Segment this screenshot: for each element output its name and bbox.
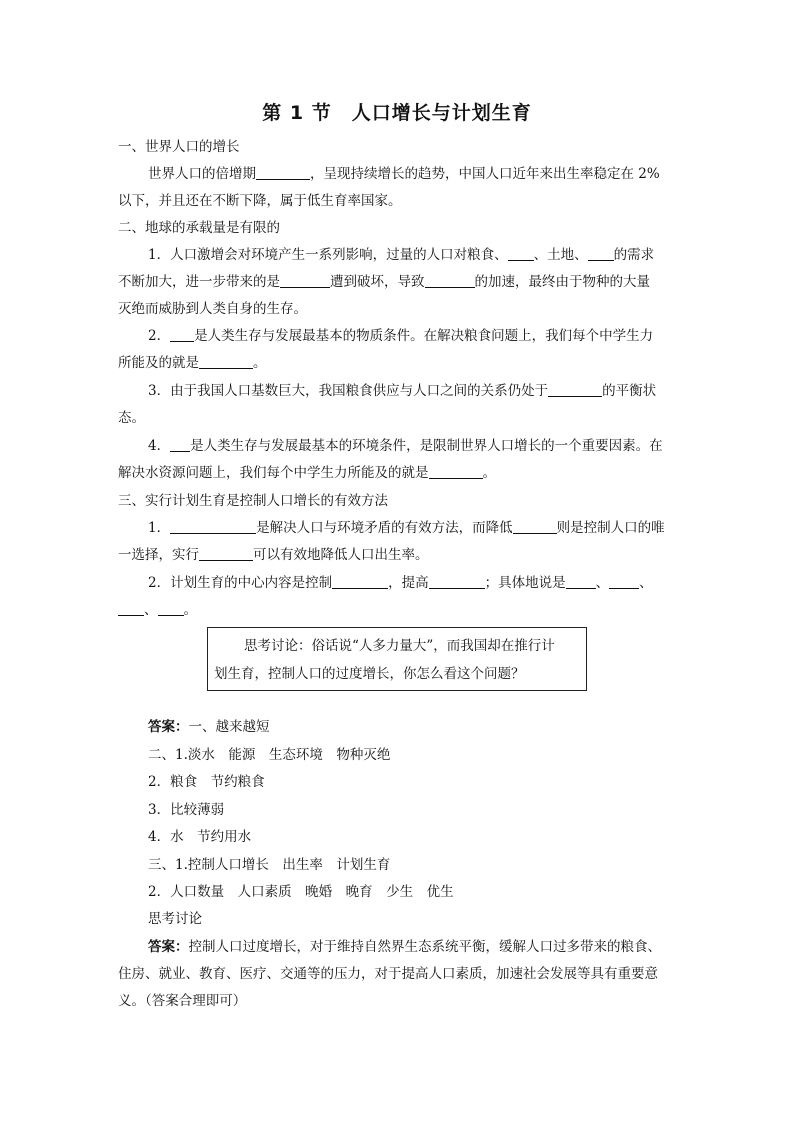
text-segment: 是人类生存与发展最基本的环境条件，是限制世界人口增长的一个重要因素。在 [190, 438, 663, 454]
fill-blank [199, 354, 253, 369]
discussion-line: 划生育，控制人口的过度增长，你怎么看这个问题？ [214, 666, 525, 682]
answer-line: 二、1.淡水 能源 生态环境 物种灭绝 [148, 747, 391, 763]
text-segment: 、 [595, 575, 610, 591]
text-segment: ，提高 [388, 575, 429, 591]
fill-blank [566, 574, 596, 589]
paragraph-line [148, 436, 663, 456]
text-segment: 2． [148, 328, 171, 344]
text-segment: 解决水资源问题上，我们每个中学生力所能及的就是 [118, 465, 429, 481]
section-heading-2: 二、地球的承载量是有限的 [118, 220, 280, 236]
fill-blank [332, 574, 388, 589]
text-segment: 的平衡状 [602, 383, 657, 399]
paragraph-line [118, 353, 267, 373]
text-segment: 一选择，实行 [118, 547, 199, 563]
answer-label: 答案： [148, 939, 189, 955]
answer-label: 答案： [148, 719, 189, 735]
answer-line: 思考讨论 [148, 911, 202, 927]
text-segment: 不断加大，进一步带来的是 [118, 274, 280, 290]
text-segment: 、 [144, 602, 158, 618]
fill-blank [609, 574, 639, 589]
answer-line [148, 717, 270, 737]
discussion-line: 思考讨论：俗话说“人多力量大”，而我国却在推行计 [244, 638, 555, 654]
text-segment: 是人类生存与发展最基本的物质条件。在解决粮食问题上，我们每个中学生力 [194, 328, 654, 344]
paragraph-line [148, 518, 665, 538]
paragraph-line [148, 326, 653, 346]
text-segment: 4． [148, 438, 171, 454]
text-segment: 。 [482, 465, 496, 481]
page-title: 第 1 节 人口增长与计划生育 [262, 102, 532, 124]
text-segment: 2．计划生育的中心内容是控制 [148, 575, 333, 591]
text-segment: 一、越来越短 [188, 719, 270, 735]
fill-blank [158, 601, 184, 616]
fill-blank [425, 273, 475, 288]
text-segment: 的需求 [613, 247, 655, 263]
text-segment: ，呈现持续增长的趋势，中国人口近年来出生率稳定在 2% [310, 166, 660, 182]
fill-blank [429, 574, 485, 589]
text-segment: 则是控制人口的唯 [556, 520, 665, 536]
fill-blank [548, 382, 602, 397]
fill-blank [199, 546, 253, 561]
paragraph-line [148, 245, 654, 265]
paragraph-line [118, 600, 197, 620]
paragraph-line: 态。 [118, 410, 145, 426]
text-segment: 。 [253, 355, 267, 371]
paragraph-line [148, 573, 653, 593]
answer-line: 2．粮食 节约粮食 [148, 774, 265, 790]
text-segment: 、土地、 [533, 247, 588, 263]
answer-line: 4．水 节约用水 [148, 829, 252, 845]
text-segment: 所能及的就是 [118, 355, 199, 371]
fill-blank [429, 464, 483, 479]
fill-blank [508, 246, 534, 261]
text-segment: 的加速，最终由于物种的大量 [474, 274, 650, 290]
fill-blank [170, 519, 256, 534]
paragraph-line: 灭绝而威胁到人类自身的生存。 [118, 301, 307, 317]
text-segment: 控制人口过度增长，对于维持自然界生态系统平衡，缓解人口过多带来的粮食、 [188, 939, 661, 955]
paragraph-line [118, 545, 429, 565]
discussion-box [207, 627, 587, 691]
text-segment: 世界人口的倍增期 [148, 166, 256, 182]
text-segment: 1． [148, 520, 171, 536]
text-segment: ；具体地说是 [484, 575, 566, 591]
text-segment: 3．由于我国人口基数巨大，我国粮食供应与人口之间的关系仍处于 [148, 383, 549, 399]
fill-blank [256, 165, 310, 180]
fill-blank [588, 246, 614, 261]
paragraph-line [118, 463, 496, 483]
text-segment: 、 [639, 575, 653, 591]
fill-blank [513, 519, 557, 534]
fill-blank [280, 273, 330, 288]
answer-line: 义。（答案合理即可） [118, 993, 247, 1009]
section-heading-3: 三、实行计划生育是控制人口增长的有效方法 [118, 493, 388, 509]
answer-line: 住房、就业、教育、医疗、交通等的压力，对于提高人口素质，加速社会发展等具有重要意 [118, 966, 658, 982]
text-segment: 遭到破坏，导致 [330, 274, 425, 290]
paragraph-line [148, 164, 660, 184]
section-heading-1: 一、世界人口的增长 [118, 139, 240, 155]
answer-line: 2．人口数量 人口素质 晚婚 晚育 少生 优生 [148, 884, 454, 900]
answer-line: 三、1.控制人口增长 出生率 计划生育 [148, 857, 391, 873]
answer-line [148, 937, 661, 957]
paragraph-line [118, 272, 650, 292]
text-segment: 可以有效地降低人口出生率。 [253, 547, 429, 563]
fill-blank [170, 327, 194, 342]
text-segment: 。 [183, 602, 197, 618]
paragraph-line [148, 381, 656, 401]
text-segment: 是解决人口与环境矛盾的有效方法，而降低 [256, 520, 513, 536]
fill-blank [118, 601, 144, 616]
paragraph-line: 以下，并且还在不断下降，属于低生育率国家。 [118, 193, 402, 209]
answer-line: 3．比较薄弱 [148, 802, 225, 818]
text-segment: 1．人口激增会对环境产生一系列影响，过量的人口对粮食、 [148, 247, 508, 263]
fill-blank [170, 437, 190, 452]
